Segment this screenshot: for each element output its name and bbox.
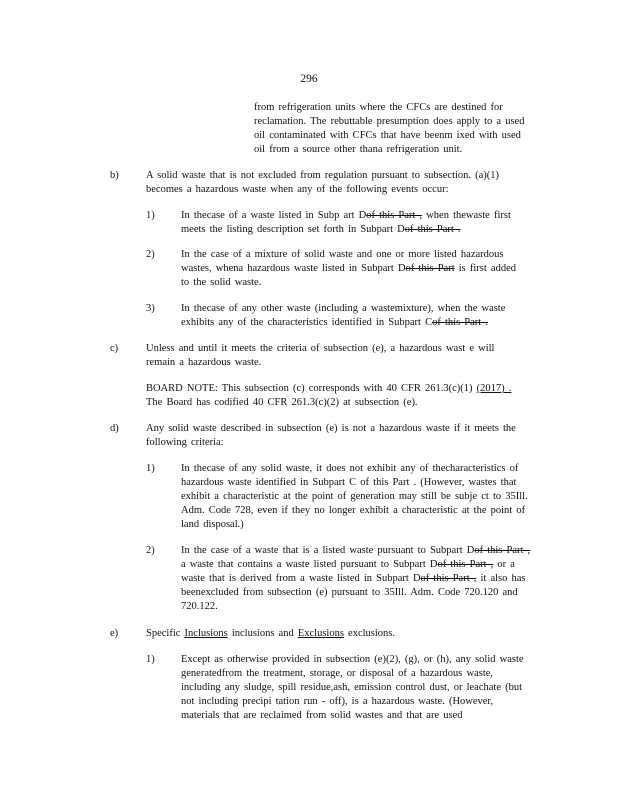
label-b3: 3) [146,303,155,314]
label-b: b) [110,170,119,181]
label-e1: 1) [146,654,155,665]
text: In the case of a mixture of solid waste and one or more listed hazardous wastes, whena hazardous waste listed in Subpart D [181,249,504,274]
text: it also has beenexcluded from subsection (e) pursuant to 35Ill. Adm. Code 720.120 and 720.122. [181,573,526,612]
struck-text: of this Part , [366,210,423,221]
text: In thecase of any other waste (including a wastemixture), when the waste exhibits any of the characteristics identified in Subpart C [181,303,506,328]
label-c: c) [110,343,119,354]
page-number: 296 [300,73,318,85]
paragraph-b3 [181,302,531,330]
text: or a waste that is derived from a waste listed in Subpart D [181,559,515,584]
text: The Board has codified 40 CFR 261.3(c)(2) at subsection (e). [146,397,418,408]
struck-text: of this Part [405,263,455,274]
label-d: d) [110,423,119,434]
underlined-text: Exclusions [297,628,344,639]
text: BOARD NOTE: This subsection (c) corresponds with 40 CFR 261.3(c)(1) [146,383,477,394]
paragraph-d: Any solid waste described in subsection (e) is not a hazardous waste if it meets the following criteria: [146,423,516,448]
paragraph-b1 [181,209,531,237]
text: when thewaste first meets the listing description set forth in Subpart D [181,210,511,235]
label-b2: 2) [146,249,155,260]
text: exclusions. [343,628,395,639]
struck-text: of this Part . [432,317,488,328]
paragraph-b: A solid waste that is not excluded from regulation pursuant to subsection. (a)(1) becomes a hazardous waste when any of the following events occur: [146,170,500,195]
underlined-text: Inclusions [184,628,228,639]
text: a waste that contains a waste listed pursuant to Subpart D [181,559,438,570]
struck-text: of this Part , [474,545,531,556]
label-d1: 1) [146,463,155,474]
struck-text: of this Part , [437,559,494,570]
paragraph-c: Unless and until it meets the criteria of subsection (e), a hazardous wast e will remain a hazardous waste. [146,343,495,368]
struck-text: of this Part , [420,573,477,584]
paragraph-b2 [181,248,521,290]
label-d2: 2) [146,545,155,556]
paragraph-d1: In thecase of any solid waste, it does not exhibit any of thecharacteristics of hazardous waste identified in Subpart C of this Part . (However, wastes that exhibit a characteristic at the point of generation may still be subje ct to 35Ill. Adm. Code 728, even if they no longer exhibit a characteristic at the point of land disposal.) [181,463,528,530]
underlined-text: (2017) . [476,383,512,394]
text: inclusions and [227,628,298,639]
struck-text: of this Part . [404,224,461,235]
heading-e [146,627,526,641]
label-b1: 1) [146,210,155,221]
text: In thecase of a waste listed in Subp art D [181,210,367,221]
intro-continuation: from refrigeration units where the CFCs are destined for reclamation. The rebuttable presumption does apply to a used oil contaminated with CFCs that have beenm ixed with used oil from a source other thana refrigeration unit. [254,102,525,155]
paragraph-e1: Except as otherwise provided in subsection (e)(2), (g), or (h), any solid waste generatedfrom the treatment, storage, or disposal of a hazardous waste, including any sludge, spill residue,ash, emission control dust, or leachate (but not including precipi tation run - off), is a hazardous waste. (However, materials that are reclaimed from solid wastes and that are used [181,654,524,721]
label-e: e) [110,628,119,639]
paragraph-d2 [181,544,531,614]
text: is first added to the solid waste. [181,263,516,288]
text: Specific [146,628,185,639]
board-note [146,382,526,410]
text: In the case of a waste that is a listed waste pursuant to Subpart D [181,545,475,556]
